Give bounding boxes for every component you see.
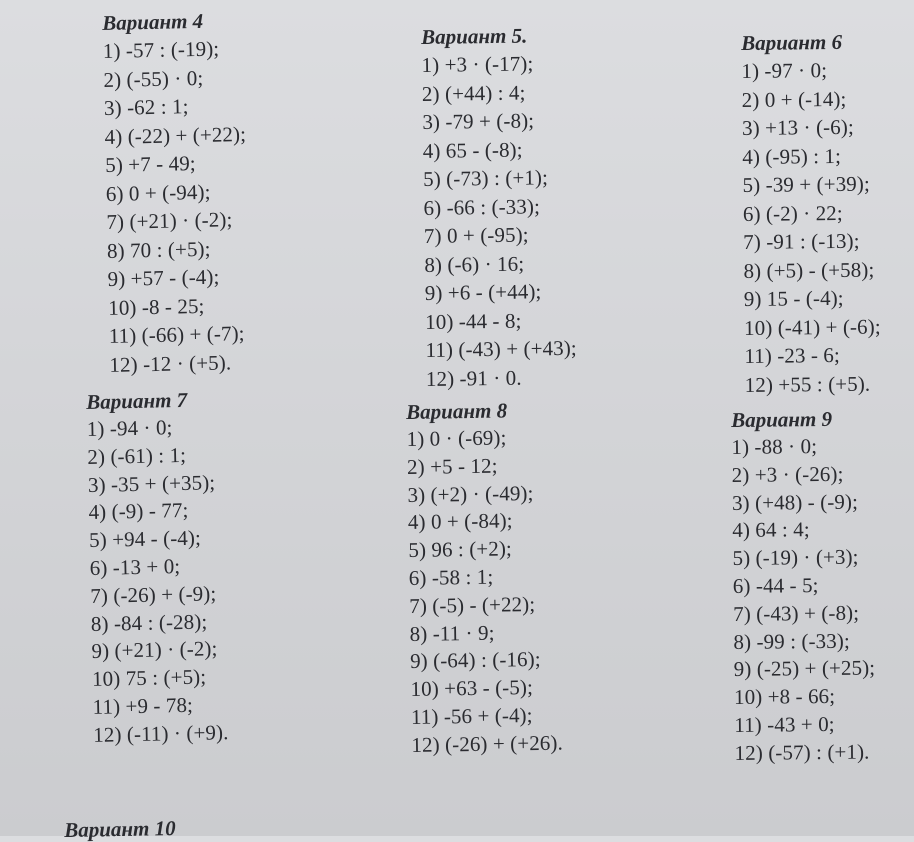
problem-item: 4) (-22) + (+22); <box>104 121 247 149</box>
problem-item: 10) -8 - 25; <box>107 293 205 320</box>
variant-6-block <box>741 30 881 399</box>
problem-item: 5) +94 - (-4); <box>88 525 202 553</box>
problem-list <box>731 433 876 768</box>
problem-list <box>87 413 229 749</box>
problem-item: 1) 0 · (-69); <box>406 425 507 451</box>
problem-item: 8) -11 · 9; <box>409 620 495 646</box>
problem-item: 7) 0 + (-95); <box>423 222 529 248</box>
variant-title: Вариант 4 <box>102 8 204 35</box>
problem-list <box>103 34 252 379</box>
problem-item: 12) +55 : (+5). <box>744 371 871 397</box>
variant-title: Вариант 8 <box>406 398 508 424</box>
problem-item: 2) 0 + (-14); <box>741 86 847 112</box>
problem-item: 2) (-55) · 0; <box>103 65 204 92</box>
problem-item: 3) (+2) · (-49); <box>407 480 534 507</box>
variant-title: Вариант 5. <box>421 23 528 49</box>
problem-item: 8) -84 : (-28); <box>90 609 208 636</box>
problem-item: 4) (-95) : 1; <box>742 143 842 169</box>
problem-item: 6) -58 : 1; <box>408 564 494 590</box>
variant-title: Вариант 9 <box>731 406 833 432</box>
problem-item: 2) +5 - 12; <box>406 453 498 479</box>
variant-8-block <box>406 398 563 760</box>
problem-item: 3) -79 + (-8); <box>422 108 535 134</box>
variant-4-block <box>102 8 251 379</box>
problem-item: 6) (-2) · 22; <box>742 200 843 226</box>
problem-item: 11) -56 + (-4); <box>410 703 533 729</box>
problem-item: 9) (+21) · (-2); <box>91 636 218 664</box>
problem-item: 11) (-43) + (+43); <box>425 335 577 362</box>
problem-item: 5) -39 + (+39); <box>742 171 870 197</box>
problem-item: 1) -94 · 0; <box>86 415 173 441</box>
problem-item: 1) -57 : (-19); <box>102 36 220 63</box>
problem-item: 10) -44 - 8; <box>424 308 522 334</box>
problem-item: 9) +6 - (+44); <box>424 279 542 305</box>
problem-item: 3) (+48) - (-9); <box>731 489 859 515</box>
problem-item: 12) -12 · (+5). <box>109 349 232 377</box>
problem-item: 2) +3 · (-26); <box>731 461 844 487</box>
problem-item: 1) +3 · (-17); <box>421 51 534 77</box>
problem-item: 9) (-64) : (-16); <box>409 647 541 674</box>
problem-item: 7) (-43) + (-8); <box>733 600 860 626</box>
variant-5-block <box>421 23 577 393</box>
problem-item: 11) -43 + 0; <box>734 711 835 737</box>
problem-item: 9) 15 - (-4); <box>743 285 844 311</box>
problem-list <box>741 56 881 399</box>
problem-item: 7) -91 : (-13); <box>743 228 860 254</box>
problem-item: 5) +7 - 49; <box>104 151 196 177</box>
problem-item: 10) (-41) + (-6); <box>743 314 881 340</box>
problem-item: 8) -99 : (-33); <box>733 628 850 654</box>
problem-item: 3) -35 + (+35); <box>87 469 216 497</box>
variant-title: Вариант 7 <box>86 387 188 414</box>
problem-item: 12) (-11) · (+9). <box>92 719 229 747</box>
problem-item: 5) (-19) · (+3); <box>732 544 859 571</box>
problem-item: 11) +9 - 78; <box>92 692 194 719</box>
problem-item: 6) -66 : (-33); <box>423 193 541 220</box>
problem-item: 8) 70 : (+5); <box>106 236 211 263</box>
problem-item: 7) (+21) · (-2); <box>106 207 233 234</box>
problem-item: 6) -13 + 0; <box>89 554 181 580</box>
problem-item: 5) (-73) : (+1); <box>422 165 549 191</box>
problem-item: 10) +8 - 66; <box>733 684 836 710</box>
problem-item: 10) +63 - (-5); <box>410 675 534 702</box>
problem-item: 12) (-26) + (+26). <box>411 730 564 757</box>
problem-item: 9) +57 - (-4); <box>107 264 220 291</box>
problem-list <box>406 424 563 760</box>
problem-item: 4) 0 + (-84); <box>407 508 513 535</box>
problem-item: 3) -62 : 1; <box>103 94 189 120</box>
problem-item: 6) -44 - 5; <box>732 573 819 598</box>
problem-item: 1) -88 · 0; <box>731 434 818 459</box>
variant-9-block <box>731 407 876 768</box>
problem-item: 3) +13 · (-6); <box>741 114 854 140</box>
problem-item: 11) (-66) + (-7); <box>108 321 245 348</box>
problem-item: 7) (-26) + (-9); <box>90 581 217 608</box>
problem-item: 10) 75 : (+5); <box>91 664 207 692</box>
problem-item: 1) -97 · 0; <box>741 58 828 83</box>
problem-item: 4) 64 : 4; <box>732 517 810 543</box>
problem-item: 4) 65 - (-8); <box>422 137 523 163</box>
problem-item: 8) (-6) · 16; <box>424 251 525 277</box>
problem-item: 5) 96 : (+2); <box>408 536 513 563</box>
problem-item: 2) (+44) : 4; <box>421 80 526 106</box>
problem-item: 12) (-57) : (+1). <box>734 739 870 765</box>
problem-item: 12) -91 · 0. <box>425 365 522 391</box>
variant-10-title: Вариант 10 <box>64 816 176 842</box>
problem-item: 11) -23 - 6; <box>744 342 841 368</box>
variant-title: Вариант 6 <box>741 29 843 55</box>
problem-item: 9) (-25) + (+25); <box>733 655 876 682</box>
problem-list <box>421 49 577 393</box>
problem-item: 4) (-9) - 77; <box>88 498 189 525</box>
variant-7-block <box>86 387 229 749</box>
problem-item: 7) (-5) - (+22); <box>409 591 536 618</box>
problem-item: 6) 0 + (-94); <box>105 179 211 206</box>
problem-item: 8) (+5) - (+58); <box>743 257 875 283</box>
problem-item: 2) (-61) : 1; <box>87 442 187 469</box>
